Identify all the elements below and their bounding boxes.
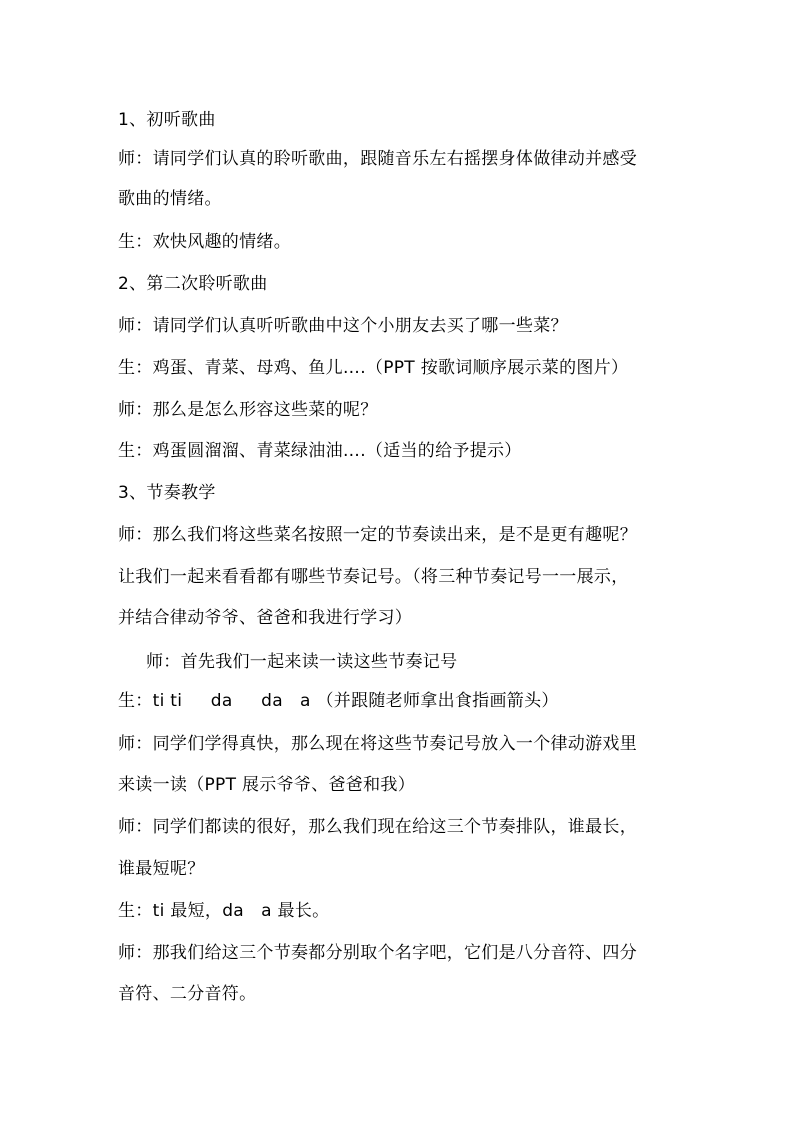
section-heading-1: 1、初听歌曲 bbox=[118, 110, 216, 130]
text-line: 师：请同学们认真听听歌曲中这个小朋友去买了哪一些菜？ bbox=[118, 316, 568, 336]
text-line: 师：那么我们将这些菜名按照一定的节奏读出来，是不是更有趣呢？ bbox=[118, 525, 637, 545]
text-line: 来读一读（PPT 展示爷爷、爸爸和我） bbox=[118, 775, 415, 795]
text-line: 生：鸡蛋、青菜、母鸡、鱼儿….（PPT 按歌词顺序展示菜的图片） bbox=[118, 358, 629, 378]
text-line: 师：那么是怎么形容这些菜的呢？ bbox=[118, 400, 378, 420]
text-line: 师：请同学们认真的聆听歌曲，跟随音乐左右摇摆身体做律动并感受 bbox=[118, 149, 637, 169]
text-line: 谁最短呢？ bbox=[118, 859, 205, 879]
section-heading-2: 2、第二次聆听歌曲 bbox=[118, 274, 268, 294]
text-line: 师：那我们给这三个节奏都分别取个名字吧，它们是八分音符、四分 bbox=[118, 943, 637, 963]
text-line: 师：首先我们一起来读一读这些节奏记号 bbox=[146, 652, 458, 672]
text-line: 生：ti 最短，da a 最长。 bbox=[118, 901, 330, 921]
text-line: 并结合律动爷爷、爸爸和我进行学习） bbox=[118, 608, 413, 628]
text-line: 生：鸡蛋圆溜溜、青菜绿油油….（适当的给予提示） bbox=[118, 441, 522, 461]
text-line: 师：同学们都读的很好，那么我们现在给这三个节奏排队，谁最长， bbox=[118, 817, 637, 837]
text-line: 让我们一起来看看都有哪些节奏记号。（将三种节奏记号一一展示， bbox=[118, 567, 629, 587]
text-line: 生：ti ti da da a （并跟随老师拿出食指画箭头） bbox=[118, 691, 559, 711]
text-line: 师：同学们学得真快，那么现在将这些节奏记号放入一个律动游戏里 bbox=[118, 734, 637, 754]
text-line: 歌曲的情绪。 bbox=[118, 189, 222, 209]
text-line: 生：欢快风趣的情绪。 bbox=[118, 232, 291, 252]
section-heading-3: 3、节奏教学 bbox=[118, 483, 216, 503]
text-line: 音符、二分音符。 bbox=[118, 984, 257, 1004]
